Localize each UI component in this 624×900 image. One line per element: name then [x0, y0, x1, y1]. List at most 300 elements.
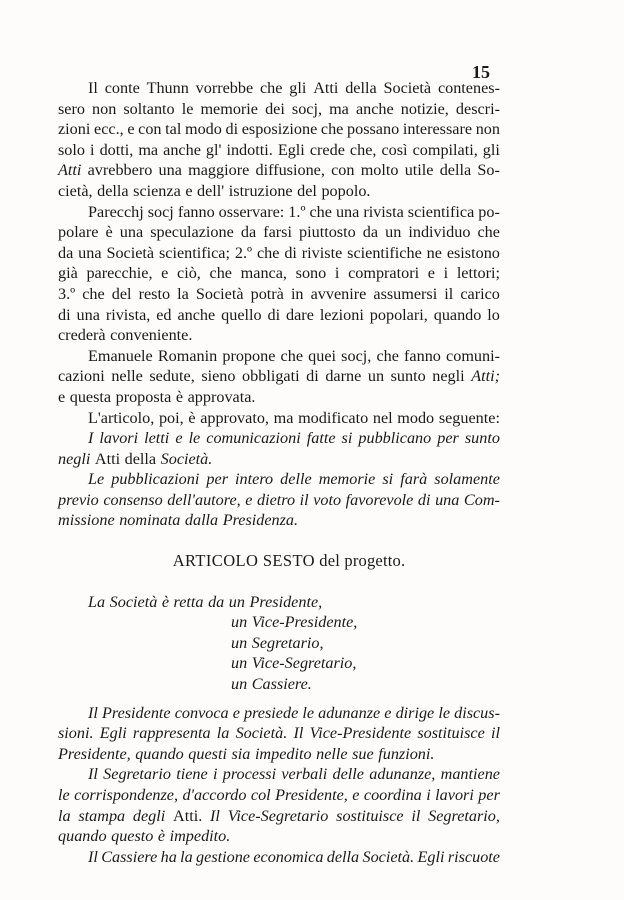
word: ha	[160, 847, 177, 866]
word: lo	[487, 305, 500, 324]
word: con	[138, 120, 162, 139]
word: letti	[144, 429, 170, 448]
word: crederà	[58, 326, 106, 345]
word: diffusione,	[255, 161, 325, 180]
word: le	[58, 786, 70, 804]
word: modificato	[298, 408, 369, 427]
word: il	[299, 490, 309, 509]
section-heading	[78, 551, 500, 572]
word: una	[78, 243, 102, 262]
word: è	[188, 408, 196, 427]
word: Il	[88, 79, 98, 97]
word: poi,	[158, 408, 184, 427]
word: sia	[231, 744, 251, 763]
word: dietro	[257, 490, 296, 509]
word: riviste	[301, 243, 343, 262]
word: e	[58, 387, 66, 406]
word: Presidente,	[58, 744, 131, 763]
word: da	[240, 223, 257, 242]
word: Società	[195, 284, 244, 303]
text-line	[58, 469, 500, 490]
word: molto	[360, 161, 399, 180]
word: le	[438, 703, 451, 722]
word: po-	[478, 202, 500, 221]
text-line	[58, 263, 500, 284]
word: di	[267, 305, 281, 324]
word: La	[88, 592, 106, 611]
word: gl'	[205, 140, 222, 159]
word: assumersi	[373, 284, 438, 303]
word: della	[345, 79, 377, 97]
text-line	[58, 490, 500, 511]
word: Com-	[463, 490, 500, 509]
word: approvata.	[187, 387, 256, 406]
word: dalla	[184, 511, 219, 530]
word: coordina	[363, 786, 422, 804]
word: delle	[332, 765, 364, 784]
page-body	[58, 78, 500, 867]
word: retta	[173, 592, 204, 611]
word: polare	[58, 223, 99, 242]
word: che	[209, 264, 232, 283]
word: ed	[156, 305, 172, 324]
word: non	[92, 99, 117, 118]
word: zioni	[58, 120, 91, 139]
word: anche	[163, 140, 201, 159]
word: sunto	[464, 429, 500, 448]
word: e	[427, 264, 435, 283]
word: e	[384, 703, 392, 722]
word: il	[491, 724, 500, 743]
word: anche	[177, 305, 216, 324]
word: notizie,	[400, 99, 449, 118]
word: da	[208, 592, 225, 611]
word: il	[444, 284, 454, 303]
word: Il	[88, 765, 98, 784]
word: della	[124, 449, 157, 468]
word: quando	[58, 827, 107, 846]
word: possano	[347, 120, 400, 139]
word: istruzione	[228, 181, 293, 200]
word: rivista,	[105, 305, 151, 324]
word: Atti	[313, 79, 339, 97]
word: e	[232, 703, 240, 722]
word: impedito	[254, 744, 312, 763]
text-line	[58, 674, 500, 695]
word: interessare	[402, 120, 473, 139]
word: Atti	[94, 449, 121, 468]
word: che	[376, 346, 399, 365]
word: gli	[482, 140, 500, 159]
word: e	[161, 264, 169, 283]
word: si	[341, 429, 353, 448]
word: dirige	[395, 703, 435, 722]
word: da	[58, 243, 74, 262]
word: è	[157, 827, 166, 846]
text-line	[58, 703, 500, 724]
text-line	[58, 284, 500, 305]
word: nelle	[316, 744, 348, 763]
word: una	[435, 490, 460, 509]
word: crede	[309, 140, 345, 159]
word: presiede	[244, 703, 299, 722]
word: descri-	[455, 99, 500, 118]
word: scientifica	[407, 202, 475, 221]
word: mantiene	[440, 765, 500, 784]
word: un	[367, 367, 385, 386]
word: ma	[138, 140, 159, 159]
page-number: 15	[472, 62, 490, 82]
word: riscuote	[447, 847, 500, 866]
word: Egli	[417, 847, 445, 866]
word: consenso	[103, 490, 163, 509]
word: i	[212, 765, 218, 784]
word: modo	[184, 120, 222, 139]
word: tal	[165, 120, 182, 139]
word: Società.	[160, 449, 213, 468]
word: esposizione	[241, 120, 318, 139]
word: e	[175, 429, 183, 448]
word: Segretario,	[428, 806, 500, 825]
word: lavori	[435, 786, 474, 804]
word: anche	[355, 99, 394, 118]
word: una	[158, 161, 182, 180]
text-line	[58, 366, 500, 387]
word: è	[161, 592, 170, 611]
word: negli	[58, 449, 91, 468]
word: proposta	[115, 387, 172, 406]
word: sostituisce	[417, 724, 485, 743]
word: nel	[372, 408, 393, 427]
word: solamente	[434, 470, 500, 489]
word: popolari,	[369, 305, 428, 324]
word: parecchie,	[86, 264, 153, 283]
word: Presidente	[101, 703, 171, 722]
word: sostituisce	[336, 806, 404, 825]
word: e	[127, 120, 135, 139]
word: la	[180, 847, 193, 866]
text-line	[58, 764, 500, 785]
word: i	[443, 264, 449, 283]
word: avvenire	[310, 284, 367, 303]
word: avrebbero	[87, 161, 153, 180]
word: che	[320, 120, 344, 139]
text-line	[58, 222, 500, 243]
text-line	[58, 325, 500, 346]
word: ma	[273, 408, 294, 427]
word: 2.º	[234, 243, 253, 262]
word: Egli	[277, 140, 305, 159]
word: le	[302, 703, 315, 722]
word: tiene	[176, 765, 208, 784]
word: darne	[325, 367, 362, 386]
word: processi	[222, 765, 277, 784]
word: questo	[111, 827, 154, 846]
word: di	[284, 243, 297, 262]
word: Presidenza.	[222, 511, 299, 530]
word: comuni-	[446, 346, 500, 365]
word: da	[362, 223, 379, 242]
word: pubblicano	[358, 429, 432, 448]
word: si	[382, 470, 394, 489]
word: le	[181, 99, 194, 118]
word: che	[280, 346, 304, 365]
word: obbligati	[242, 367, 300, 386]
word: in	[290, 284, 304, 303]
text-line	[58, 633, 500, 654]
word: un	[231, 613, 248, 632]
word: Società.	[362, 847, 415, 866]
word: un	[228, 592, 245, 611]
word: Il	[88, 703, 98, 722]
word: un	[385, 223, 402, 242]
word: della	[97, 181, 129, 200]
word: lavori	[99, 429, 139, 448]
word: i	[90, 140, 95, 159]
text-line	[58, 387, 500, 408]
word: dotti,	[99, 140, 134, 159]
word: solo	[58, 140, 85, 159]
word: i	[426, 786, 431, 804]
word: Romanin	[157, 346, 218, 365]
word: L'articolo,	[88, 408, 155, 427]
word: dell'autore,	[167, 490, 241, 509]
word: socj,	[341, 346, 372, 365]
text-line	[58, 744, 500, 765]
word: per	[206, 470, 228, 489]
text-line	[58, 806, 500, 827]
word: maggiore	[188, 161, 250, 180]
word: Egli	[99, 724, 127, 743]
text-line	[58, 592, 500, 613]
word: il	[411, 806, 421, 825]
word: questa	[69, 387, 112, 406]
word: propone	[222, 346, 276, 365]
word: comunicazioni	[206, 429, 301, 448]
word: Vice-Segretario,	[251, 654, 357, 673]
word: una	[335, 202, 360, 221]
word: popolo.	[321, 181, 371, 200]
word: Presidente,	[249, 592, 323, 611]
word: Parecchj	[88, 202, 144, 221]
word: è	[105, 223, 113, 242]
word: sero	[58, 99, 85, 118]
text-line	[58, 305, 500, 326]
word: discus-	[454, 703, 500, 722]
text-line	[58, 785, 500, 806]
word: una	[119, 223, 144, 242]
word: fanno	[404, 346, 441, 365]
word: d'accordo	[182, 786, 247, 804]
word: funzioni.	[378, 744, 435, 763]
text-line	[58, 78, 500, 99]
word: Cassiere	[101, 847, 158, 866]
word: un	[231, 654, 248, 673]
word: conte	[104, 79, 140, 97]
word: seguente:	[438, 408, 500, 427]
text-line	[58, 826, 500, 847]
word: Cassiere.	[251, 675, 312, 694]
word: voto	[313, 490, 342, 509]
word: la	[177, 284, 189, 303]
word: per	[437, 429, 459, 448]
word: sunto	[390, 367, 426, 386]
text-line	[58, 449, 500, 470]
word: rivista	[363, 202, 404, 221]
word: un	[231, 633, 248, 652]
word: dei	[265, 99, 285, 118]
word: di	[306, 367, 319, 386]
heading-title: ARTICOLO SESTO	[172, 551, 315, 571]
word: So-	[477, 161, 500, 180]
word: favorevole	[345, 490, 414, 509]
word: quello	[221, 305, 262, 324]
word: sieno	[201, 367, 236, 386]
word: un	[231, 675, 248, 694]
word: compilati,	[412, 140, 478, 159]
word: 3.º	[58, 284, 76, 303]
text-line	[58, 428, 500, 449]
word: di	[417, 490, 431, 509]
word: che	[256, 243, 280, 262]
word: ciò,	[177, 264, 201, 283]
word: previo	[58, 490, 99, 509]
text-line	[58, 202, 500, 223]
word: scientifiche	[347, 243, 422, 262]
word: che,	[349, 140, 377, 159]
word: sedute,	[149, 367, 195, 386]
word: approvato,	[200, 408, 269, 427]
word: degli	[132, 806, 166, 825]
word: resto	[138, 284, 171, 303]
word: convoca	[174, 703, 229, 722]
word: missione	[58, 511, 115, 530]
word: Thunn	[146, 79, 189, 97]
text-line	[58, 160, 500, 181]
word: manca,	[240, 264, 287, 283]
heading-suffix: del progetto.	[319, 551, 406, 571]
word: Segretario,	[251, 633, 324, 652]
word: Atti.	[173, 806, 203, 825]
word: socj,	[291, 99, 323, 118]
word: Società	[109, 592, 158, 611]
word: di	[225, 120, 239, 139]
text-line	[58, 847, 500, 868]
word: farà	[400, 470, 428, 489]
text-line	[58, 408, 500, 429]
word: fatte	[306, 429, 336, 448]
word: Società	[106, 243, 155, 262]
word: intero	[235, 470, 274, 489]
word: del	[297, 181, 317, 200]
word: e	[185, 181, 193, 200]
word: sioni.	[58, 724, 94, 743]
word: Atti;	[471, 367, 500, 386]
word: con	[331, 161, 355, 180]
word: ecc.,	[94, 120, 124, 139]
word: col	[250, 786, 271, 804]
word: socj	[147, 202, 174, 221]
word: di	[58, 305, 71, 324]
word: indotti.	[226, 140, 273, 159]
word: quando	[135, 744, 184, 763]
word: compratori	[348, 264, 420, 283]
word: per	[478, 786, 500, 804]
text-line	[58, 510, 500, 531]
word: Vice-Presidente,	[251, 613, 358, 632]
word: questi	[188, 744, 227, 763]
word: contenes-	[437, 79, 500, 97]
word: piuttosto	[299, 223, 356, 242]
word: scientifica;	[158, 243, 230, 262]
text-line	[58, 99, 500, 120]
word: dell'	[197, 181, 225, 200]
word: cietà,	[58, 181, 93, 200]
word: della	[326, 847, 360, 866]
word: ma	[329, 99, 349, 118]
word: adunanze	[318, 703, 381, 722]
word: I	[88, 429, 94, 448]
word: Presidente,	[275, 786, 348, 804]
word: corrispondenze,	[74, 786, 178, 804]
word: conveniente.	[110, 326, 193, 345]
text-line	[58, 723, 500, 744]
word: osservare:	[218, 202, 285, 221]
word: verbali	[281, 765, 328, 784]
word: pubblicazioni	[111, 470, 200, 489]
word: economica	[253, 847, 324, 866]
word: speculazione	[150, 223, 234, 242]
word: cazioni	[58, 367, 105, 386]
text-line	[58, 181, 500, 202]
word: adunanze,	[369, 765, 436, 784]
word: impedito.	[169, 827, 231, 846]
word: fanno	[177, 202, 215, 221]
word: è	[175, 387, 184, 406]
word: e	[245, 490, 253, 509]
word: memorie	[200, 99, 258, 118]
text-line	[58, 140, 500, 161]
word: potrà	[250, 284, 284, 303]
word: la	[216, 724, 230, 743]
text-line	[58, 612, 500, 633]
word: vorrebbe	[195, 79, 254, 97]
word: lettori;	[456, 264, 500, 283]
word: che	[477, 223, 500, 242]
word: del	[111, 284, 132, 303]
word: una	[76, 305, 100, 324]
word: che	[82, 284, 105, 303]
word: modo	[397, 408, 435, 427]
word: non	[475, 120, 500, 139]
word: lezioni	[319, 305, 364, 324]
word: Vice-Segretario	[227, 806, 329, 825]
word: gestione	[196, 847, 250, 866]
word: Società.	[235, 724, 288, 743]
word: già	[58, 264, 78, 283]
word: ne	[426, 243, 442, 262]
text-line	[58, 243, 500, 264]
word: soltanto	[123, 99, 175, 118]
word: quei	[308, 346, 337, 365]
word: e	[352, 786, 360, 804]
word: esistono	[446, 243, 500, 262]
word: Società	[383, 79, 432, 97]
word: che	[260, 79, 283, 97]
text-line	[58, 346, 500, 367]
word: Le	[88, 470, 105, 489]
word: delle	[280, 470, 312, 489]
